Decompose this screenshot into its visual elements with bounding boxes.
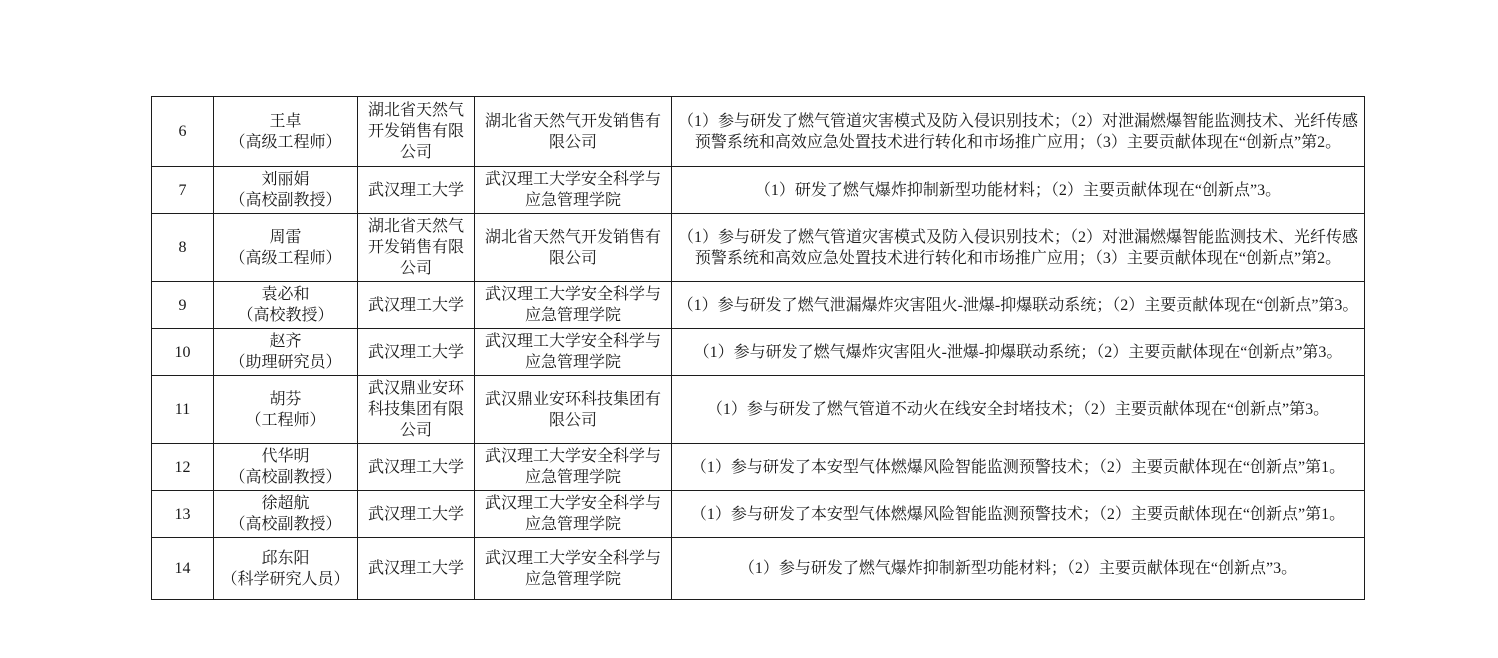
contributors-table [151, 96, 1365, 600]
workunit-cell: 武汉理工大学安全科学与应急管理学院 [475, 282, 672, 329]
person-cell [214, 538, 358, 600]
employer-cell: 武汉理工大学 [358, 538, 475, 600]
person-title: （助理研究员） [229, 354, 342, 371]
person-name: 王卓 [269, 112, 302, 130]
employer-cell: 武汉理工大学 [358, 491, 475, 538]
contribution-cell: （1）参与研发了燃气管道灾害模式及防入侵识别技术；（2）对泄漏燃爆智能监测技术、光纤传感预警系统和高效应急处置技术进行转化和市场推广应用；（3）主要贡献体现在“创新点”第2。 [672, 214, 1365, 282]
person-title: （高级工程师） [229, 133, 342, 151]
table-row [152, 97, 1365, 167]
employer-cell: 湖北省天然气开发销售有限公司 [358, 214, 475, 282]
contribution-cell: （1）参与研发了燃气管道不动火在线安全封堵技术；（2）主要贡献体现在“创新点”第3。 [672, 376, 1365, 444]
person-name: 周雷 [269, 228, 302, 246]
person-name: 胡芬 [269, 390, 302, 408]
person-name: 徐超航 [261, 495, 310, 512]
table-row [152, 329, 1365, 376]
person-name: 代华明 [261, 448, 310, 465]
table-row [152, 376, 1365, 444]
contribution-cell: （1）参与研发了燃气泄漏爆炸灾害阻火-泄爆-抑爆联动系统；（2）主要贡献体现在“创新点”第3。 [672, 282, 1365, 329]
person-cell [214, 214, 358, 282]
table-row [152, 444, 1365, 491]
workunit-cell: 武汉理工大学安全科学与应急管理学院 [475, 167, 672, 214]
person-title: （工程师） [245, 411, 326, 429]
person-title: （高校副教授） [229, 469, 342, 486]
contribution-cell: （1）研发了燃气爆炸抑制新型功能材料；（2）主要贡献体现在“创新点”3。 [672, 167, 1365, 214]
person-cell [214, 282, 358, 329]
table-row [152, 167, 1365, 214]
person-cell [214, 329, 358, 376]
person-cell [214, 167, 358, 214]
employer-cell: 武汉理工大学 [358, 329, 475, 376]
workunit-cell: 武汉理工大学安全科学与应急管理学院 [475, 538, 672, 600]
table-row [152, 538, 1365, 600]
person-name: 刘丽娟 [261, 171, 310, 188]
employer-cell: 武汉理工大学 [358, 167, 475, 214]
contributors-table-region [151, 96, 1365, 600]
row-number-cell: 11 [152, 376, 214, 444]
workunit-cell: 武汉鼎业安环科技集团有限公司 [475, 376, 672, 444]
contribution-cell: （1）参与研发了本安型气体燃爆风险智能监测预警技术；（2）主要贡献体现在“创新点”第1。 [672, 444, 1365, 491]
row-number-cell: 10 [152, 329, 214, 376]
employer-cell: 武汉鼎业安环科技集团有限公司 [358, 376, 475, 444]
employer-cell: 武汉理工大学 [358, 444, 475, 491]
person-title: （科学研究人员） [221, 570, 350, 588]
row-number-cell: 12 [152, 444, 214, 491]
person-name: 袁必和 [261, 286, 310, 303]
row-number-cell: 14 [152, 538, 214, 600]
workunit-cell: 湖北省天然气开发销售有限公司 [475, 214, 672, 282]
person-title: （高级工程师） [229, 249, 342, 267]
employer-cell: 武汉理工大学 [358, 282, 475, 329]
workunit-cell: 武汉理工大学安全科学与应急管理学院 [475, 444, 672, 491]
row-number-cell: 7 [152, 167, 214, 214]
workunit-cell: 武汉理工大学安全科学与应急管理学院 [475, 329, 672, 376]
person-cell [214, 491, 358, 538]
contribution-cell: （1）参与研发了燃气爆炸抑制新型功能材料；（2）主要贡献体现在“创新点”3。 [672, 538, 1365, 600]
employer-cell: 湖北省天然气开发销售有限公司 [358, 97, 475, 167]
table-row [152, 491, 1365, 538]
workunit-cell: 武汉理工大学安全科学与应急管理学院 [475, 491, 672, 538]
contribution-cell: （1）参与研发了燃气爆炸灾害阻火-泄爆-抑爆联动系统；（2）主要贡献体现在“创新点”第3。 [672, 329, 1365, 376]
row-number-cell: 6 [152, 97, 214, 167]
person-title: （高校副教授） [229, 192, 342, 209]
table-row [152, 214, 1365, 282]
row-number-cell: 9 [152, 282, 214, 329]
row-number-cell: 13 [152, 491, 214, 538]
person-title: （高校教授） [237, 307, 334, 324]
table-row [152, 282, 1365, 329]
workunit-cell: 湖北省天然气开发销售有限公司 [475, 97, 672, 167]
person-name: 邱东阳 [261, 549, 310, 567]
contribution-cell: （1）参与研发了燃气管道灾害模式及防入侵识别技术；（2）对泄漏燃爆智能监测技术、光纤传感预警系统和高效应急处置技术进行转化和市场推广应用；（3）主要贡献体现在“创新点”第2。 [672, 97, 1365, 167]
person-cell [214, 97, 358, 167]
contribution-cell: （1）参与研发了本安型气体燃爆风险智能监测预警技术；（2）主要贡献体现在“创新点”第1。 [672, 491, 1365, 538]
person-title: （高校副教授） [229, 516, 342, 533]
row-number-cell: 8 [152, 214, 214, 282]
person-name: 赵齐 [269, 333, 302, 350]
person-cell [214, 376, 358, 444]
person-cell [214, 444, 358, 491]
